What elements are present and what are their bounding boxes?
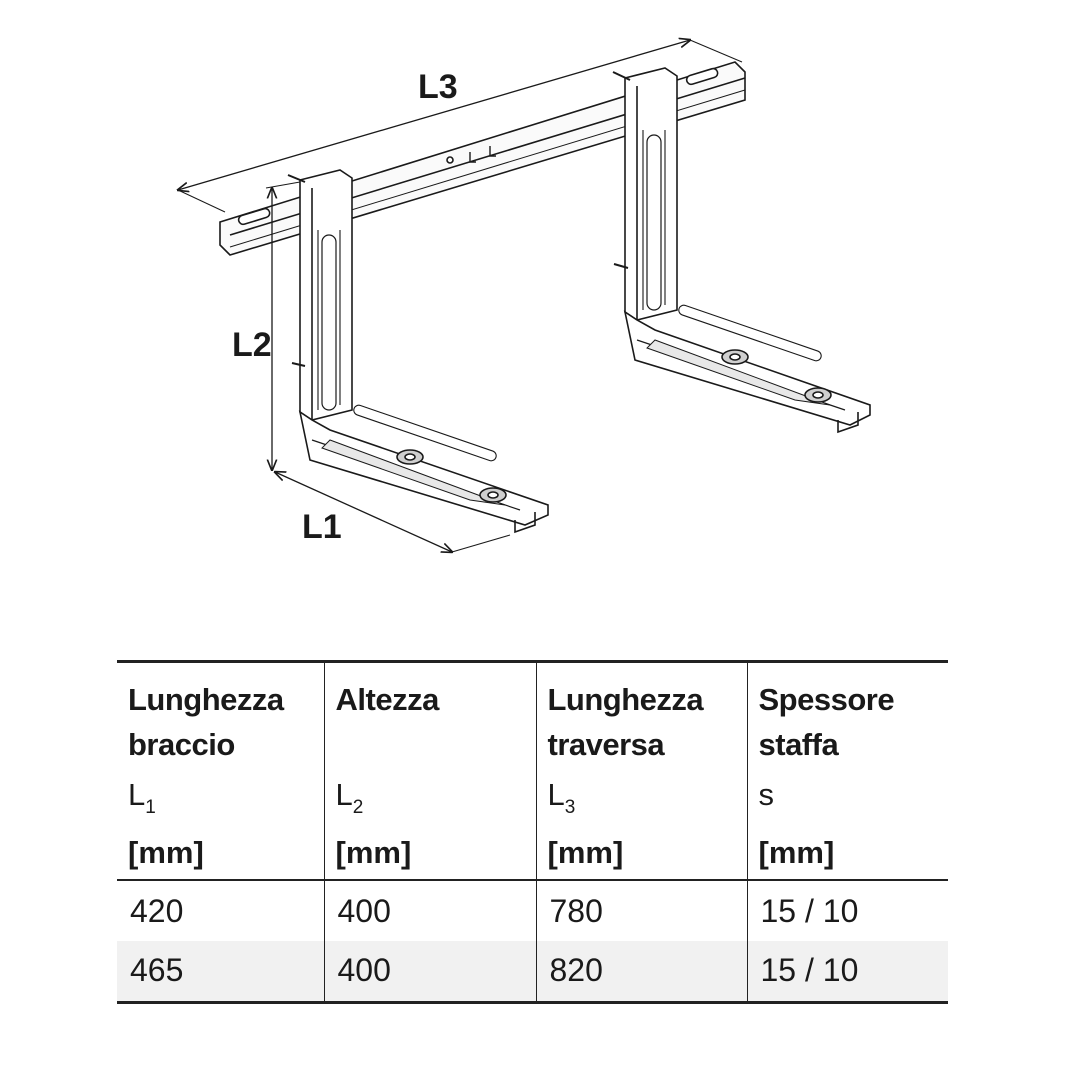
table-header-row — [117, 662, 948, 881]
cell-arm-length: 420 — [130, 892, 184, 929]
l1-label: L1 — [302, 508, 342, 546]
header-unit: [mm] — [758, 835, 835, 870]
header-symbol: $L_1$ — [128, 777, 156, 818]
cell-height: 400 — [324, 880, 536, 941]
header-height — [324, 662, 536, 881]
cell-crossbar-length: 780 — [536, 880, 747, 941]
header-arm-length — [117, 662, 324, 881]
right-bracket — [613, 68, 870, 432]
header-thickness — [747, 662, 948, 881]
header-symbol: s — [758, 777, 774, 812]
l3-label: L3 — [418, 68, 458, 106]
cell-thickness: 15 / 10 — [747, 941, 948, 1002]
header-name: Lunghezza braccio — [128, 682, 284, 762]
header-symbol: $L_2$ — [335, 777, 364, 818]
header-unit: [mm] — [547, 835, 624, 870]
cell-arm-length: 465 — [117, 941, 324, 1002]
header-name: Lunghezza traversa — [547, 682, 704, 762]
header-symbol: $L_3$ — [547, 777, 576, 818]
header-unit: [mm] — [128, 835, 204, 870]
header-name: Spessore staffa — [758, 682, 895, 762]
cell-height: 400 — [324, 941, 536, 1002]
header-crossbar-length — [536, 662, 747, 881]
table-row — [117, 880, 948, 941]
left-bracket — [288, 170, 548, 532]
cell-crossbar-length: 820 — [536, 941, 747, 1002]
header-unit: [mm] — [335, 835, 412, 870]
spec-table — [117, 660, 948, 1004]
table-row — [117, 941, 948, 1002]
cell-thickness: 15 / 10 — [747, 880, 948, 941]
header-name: Altezza — [335, 682, 439, 717]
l2-label: L2 — [232, 326, 272, 364]
